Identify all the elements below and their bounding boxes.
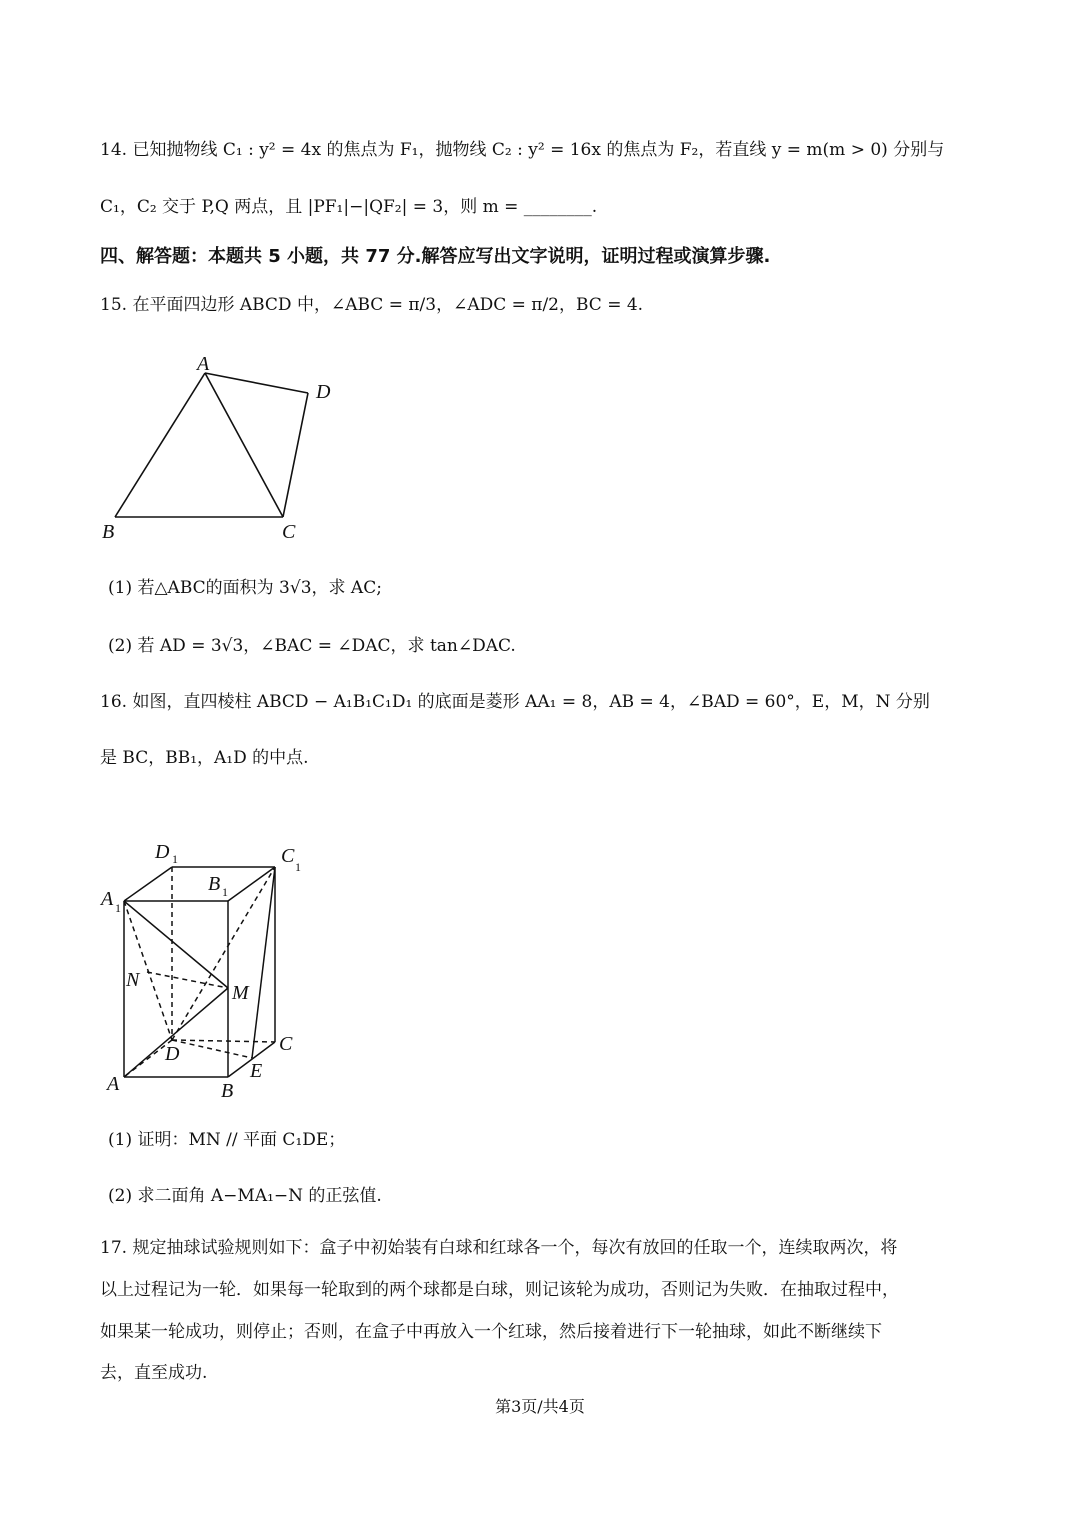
q15-part2: (2) 若 AD = 3√3，∠BAC = ∠DAC，求 tan∠DAC. xyxy=(108,636,516,656)
q14-line2: C₁，C₂ 交于 P,Q 两点，且 |PF₁|−|QF₂| = 3，则 m = ________. xyxy=(100,197,598,217)
label-C: C xyxy=(279,1033,293,1055)
label-C1: C xyxy=(281,845,295,867)
label-A1: A xyxy=(101,888,114,910)
label-C1-sub: 1 xyxy=(295,860,301,874)
prism-figure xyxy=(124,867,275,1077)
q17-line4: 去，直至成功. xyxy=(100,1363,208,1383)
label-M: M xyxy=(232,982,249,1004)
label-B: B xyxy=(102,521,115,543)
page-footer: 第3页/共4页 xyxy=(495,1397,585,1416)
q16-part2: (2) 求二面角 A−MA₁−N 的正弦值. xyxy=(108,1186,382,1206)
quadrilateral-figure xyxy=(115,373,308,517)
section-heading: 四、解答题：本题共 5 小题，共 77 分.解答应写出文字说明，证明过程或演算步骤. xyxy=(100,246,771,267)
label-E: E xyxy=(250,1060,263,1082)
label-D1: D xyxy=(155,841,170,863)
label-D: D xyxy=(165,1043,180,1065)
q17-line1: 17. 规定抽球试验规则如下：盒子中初始装有白球和红球各一个，每次有放回的任取一个，连续取两次，将 xyxy=(100,1238,898,1258)
label-D: D xyxy=(316,381,331,403)
label-D1-sub: 1 xyxy=(172,852,178,866)
label-B1: B xyxy=(208,873,221,895)
label-A: A xyxy=(107,1073,120,1095)
label-B: B xyxy=(221,1080,234,1102)
q14-line1: 14. 已知抛物线 C₁ : y² = 4x 的焦点为 F₁，抛物线 C₂ : y² = 16x 的焦点为 F₂，若直线 y = m(m > 0) 分别与 xyxy=(100,140,945,160)
q16-part1: (1) 证明：MN // 平面 C₁DE； xyxy=(108,1130,346,1150)
q17-line2: 以上过程记为一轮．如果每一轮取到的两个球都是白球，则记该轮为成功，否则记为失败．在抽取过程中， xyxy=(100,1280,899,1300)
q16-line1: 16. 如图，直四棱柱 ABCD − A₁B₁C₁D₁ 的底面是菱形 AA₁ = 8，AB = 4，∠BAD = 60°，E，M，N 分别 xyxy=(100,692,930,712)
label-N: N xyxy=(126,969,140,991)
q15-part1: (1) 若△ABC的面积为 3√3，求 AC; xyxy=(108,578,382,598)
label-A: A xyxy=(197,353,210,375)
q17-line3: 如果某一轮成功，则停止；否则，在盒子中再放入一个红球，然后接着进行下一轮抽球，如此不断继续下 xyxy=(100,1322,882,1342)
q15-stem: 15. 在平面四边形 ABCD 中，∠ABC = π/3，∠ADC = π/2，BC = 4. xyxy=(100,295,644,315)
label-B1-sub: 1 xyxy=(222,885,228,899)
label-A1-sub: 1 xyxy=(115,901,121,915)
q16-line2: 是 BC，BB₁，A₁D 的中点. xyxy=(100,748,309,768)
label-C: C xyxy=(282,521,296,543)
